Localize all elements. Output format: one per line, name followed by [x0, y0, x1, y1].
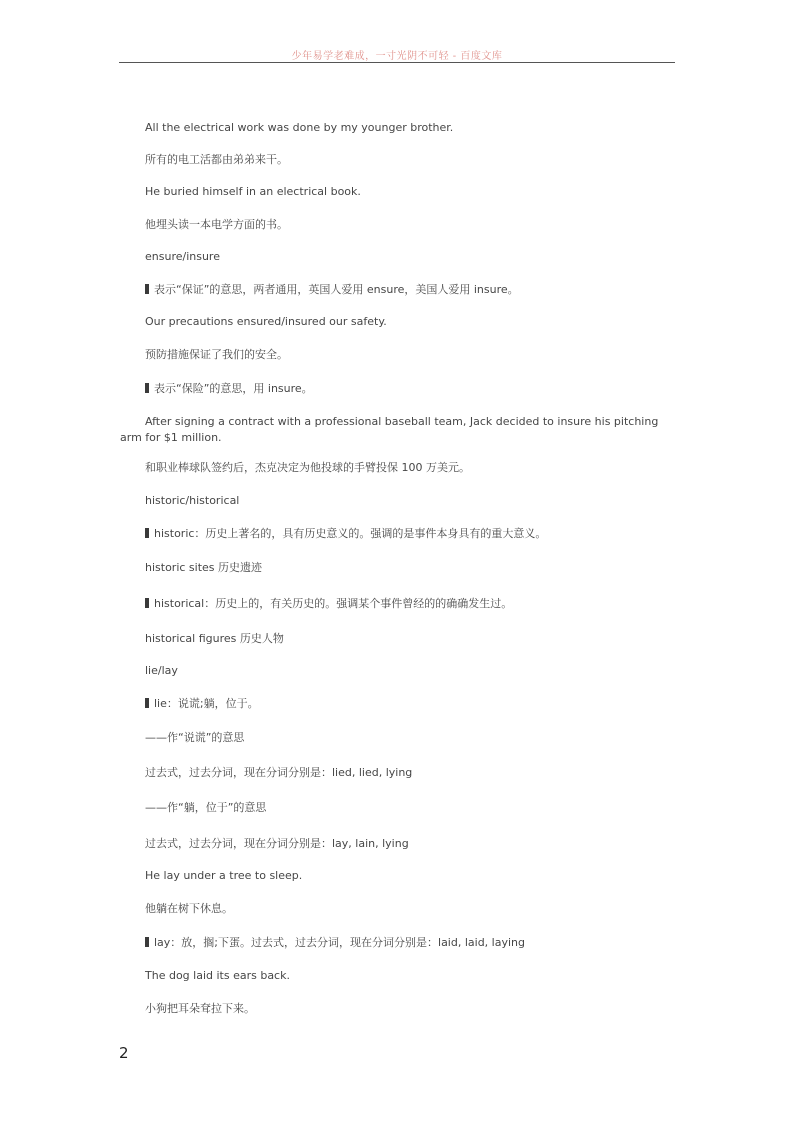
bullet-marker — [145, 698, 149, 708]
bullet-text: historical：历史上的，有关历史的。强调某个事件曾经的的确确发生过。 — [154, 597, 513, 610]
paragraph: historic sites 历史遗迹 — [145, 561, 263, 574]
bullet-text: 表示“保险”的意思，用 insure。 — [154, 382, 313, 395]
term-heading: ensure/insure — [145, 250, 220, 263]
bullet-marker — [145, 383, 149, 393]
term-heading: lie/lay — [145, 664, 178, 677]
paragraph: 预防措施保证了我们的安全。 — [145, 348, 288, 361]
paragraph: All the electrical work was done by my younger brother. — [145, 121, 454, 134]
paragraph: historical figures 历史人物 — [145, 632, 284, 645]
bullet-item — [145, 936, 525, 950]
paragraph: He lay under a tree to sleep. — [145, 869, 303, 882]
page-header: 少年易学老难成，一寸光阴不可轻 - 百度文库 — [291, 51, 503, 62]
paragraph: ——作“躺，位于”的意思 — [145, 801, 267, 814]
paragraph: He buried himself in an electrical book. — [145, 185, 361, 198]
bullet-text: 表示“保证”的意思，两者通用，英国人爱用 ensure，美国人爱用 insure。 — [154, 283, 519, 296]
paragraph: 小狗把耳朵耷拉下来。 — [145, 1002, 255, 1015]
paragraph: The dog laid its ears back. — [145, 969, 290, 982]
bullet-marker — [145, 284, 149, 294]
header-divider — [119, 62, 675, 63]
paragraph: 和职业棒球队签约后，杰克决定为他投球的手臂投保 100 万美元。 — [145, 461, 470, 474]
bullet-item — [145, 382, 313, 396]
bullet-marker — [145, 937, 149, 947]
bullet-marker — [145, 598, 149, 608]
bullet-marker — [145, 528, 149, 538]
paragraph: 所有的电工活都由弟弟来干。 — [145, 153, 288, 166]
term-heading: historic/historical — [145, 494, 240, 507]
page-number: 2 — [119, 1044, 129, 1062]
bullet-item — [145, 597, 512, 611]
paragraph: ——作“说谎”的意思 — [145, 731, 245, 744]
paragraph: 过去式，过去分词，现在分词分别是：lay, lain, lying — [145, 837, 409, 850]
bullet-text: lie：说谎;躺，位于。 — [154, 697, 259, 710]
paragraph: Our precautions ensured/insured our safety. — [145, 315, 387, 328]
bullet-item — [145, 697, 259, 711]
bullet-item — [145, 283, 519, 297]
paragraph: 过去式，过去分词，现在分词分别是：lied, lied, lying — [145, 766, 413, 779]
paragraph: 他躺在树下休息。 — [145, 902, 233, 915]
bullet-text: lay：放，搁;下蛋。过去式，过去分词，现在分词分别是：laid, laid, laying — [154, 936, 525, 949]
bullet-text: historic：历史上著名的，具有历史意义的。强调的是事件本身具有的重大意义。 — [154, 527, 547, 540]
paragraph: 他埋头读一本电学方面的书。 — [145, 218, 288, 231]
bullet-item — [145, 527, 546, 541]
paragraph: After signing a contract with a professional baseball team, Jack decided to insure his pitching arm for $1 million. — [120, 415, 659, 444]
